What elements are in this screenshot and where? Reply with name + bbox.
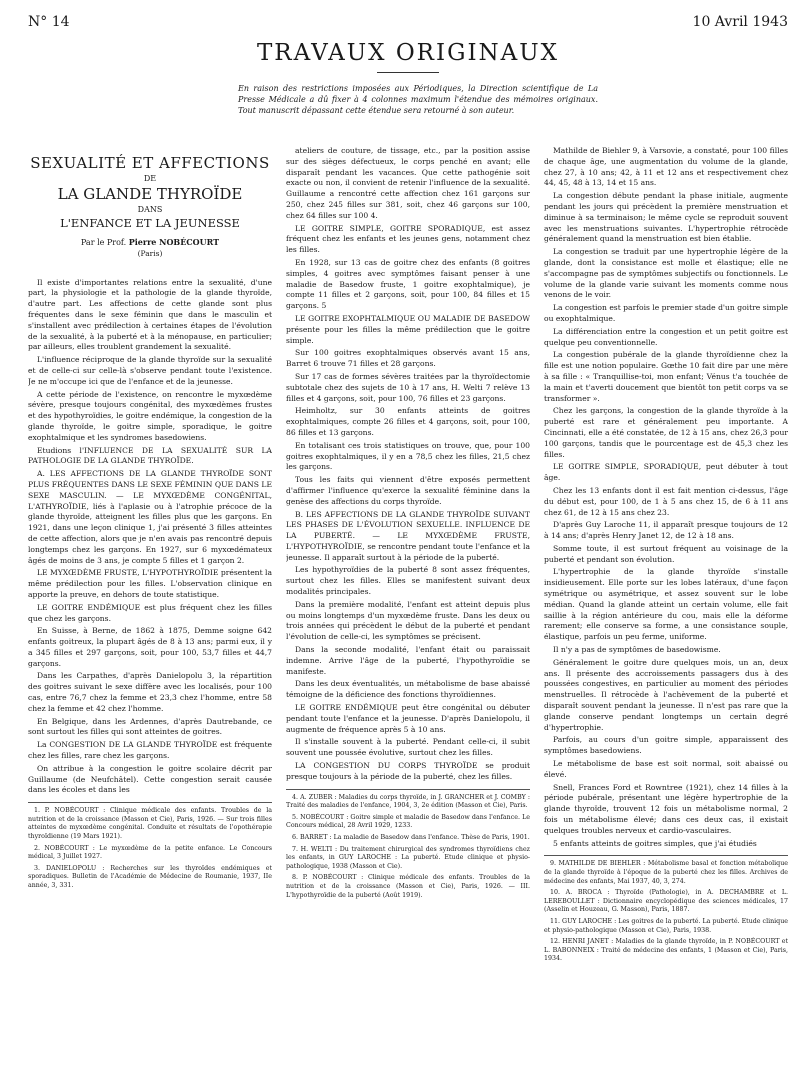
paragraph: En Suisse, à Berne, de 1862 à 1875, Demme soigne 642 enfants goitreux, la plupart âgés de 8 à 13 ans; parmi eux, il y a 345 filles et 297 garçons, soit, pour 100, 53,7 filles et 44,7 garçons. [28,626,272,668]
footnote-rule [28,802,272,803]
paragraph: ateliers de couture, de tissage, etc., par la position assise sur des sièges défectueux, le corps penché en avant; elle disparaît pendant les vacances. Que cette pathogénie soit exacte ou non, il convient de retenir l'influence de la sexualité. Guillaume a rencontré cette affection chez 161 garçons sur 250, chez 245 filles sur 381, soit, chez 46 garçons sur 100, chez 64 filles sur 100 4. [286,146,530,220]
paragraph: Parfois, au cours d'un goitre simple, apparaissent des symptômes basedowiens. [544,735,788,756]
paragraph: LA CONGESTION DU CORPS THYROÏDE se produit presque toujours à la période de la puberté, chez les filles. [286,761,530,781]
column-2 [286,146,530,1076]
column-2-body [286,146,530,783]
paragraph: Sur 100 goitres exophtalmiques observés avant 15 ans, Barret 6 trouve 71 filles et 28 garçons. [286,348,530,369]
footnote: 8. P. NOBÉCOURT : Clinique médicale des enfants. Troubles de la nutrition et de la croissance (Masson et Cie), Paris, 1926. — III. L'hypothyroïdie de la puberté (Août 1919). [286,874,530,899]
paragraph: LE MYXŒDÈME FRUSTE, L'HYPOTHYROÏDIE présentent la même prédilection pour les filles. L'observation clinique en apporte la preuve, en dehors de toute statistique. [28,568,272,599]
title-line-1: SEXUALITÉ ET AFFECTIONS [30,154,270,172]
paragraph: Dans la première modalité, l'enfant est atteint depuis plus ou moins longtemps d'un myxœdème fruste. Dans les deux ou trois années qui précèdent le début de la puberté et pendant l'évolution de celle-ci, les symptômes se précisent. [286,599,530,642]
footnote: 6. BARRET : La maladie de Basedow dans l'enfance. Thèse de Paris, 1901. [292,834,530,841]
footnote: 9. MATHILDE DE BIEHLER : Métabolisme basal et fonction métabolique de la glande thyroïde à l'époque de la puberté chez les filles. Archives de médecine des enfants, Mai 1937, 40, 3, 274. [544,860,788,885]
column-1-body [28,278,272,797]
author-city: (Paris) [137,248,163,258]
column-1 [28,146,272,1076]
article-title [28,154,272,231]
issue-date: 10 Avril 1943 [692,14,788,30]
column-1-footnotes [28,807,272,890]
paragraph: Dans les Carpathes, d'après Danielopolu 3, la répartition des goitres suivant le sexe diffère avec les localisés, pour 100 cas, entre 76,7 chez la femme et 23,3 chez l'homme, entre 58 chez la femme et 42 chez l'homme. [28,671,272,713]
paragraph: LE GOITRE SIMPLE, GOITRE SPORADIQUE, est assez fréquent chez les enfants et les jeunes gens, notamment chez les filles. [286,223,530,255]
footnote: 2. NOBÉCOURT : Le myxœdème de la petite enfance. Le Concours médical, 3 Juillet 1927. [28,844,272,861]
footnote: 12. HENRI JANET : Maladies de la glande thyroïde, in P. NOBÉCOURT et L. BABONNEIX : Traité de médecine des enfants, 1 (Masson et Cie), Paris, 1934. [544,938,788,963]
paragraph: A. LES AFFECTIONS DE LA GLANDE THYROÏDE SONT PLUS FRÉQUENTES DANS LE SEXE FÉMININ QUE DANS LE SEXE MASCULIN. — LE MYXŒDÈME CONGÉNITAL, L'ATHYROÏDIE, liés à l'aplasie ou à l'atrophie précoce de la glande thyroïde, atteignent les filles plus que les garçons. En 1921, dans une leçon clinique 1, j'ai présenté 3 filles atteintes de cette affection, alors que je n'en avais pas rencontré depuis longtemps chez les garçons. En 1927, sur 6 myxœdémateux âgés de moins de 3 ans, je compte 5 filles et 1 garçon 2. [28,469,272,565]
column-3-body [544,146,788,849]
paragraph: La CONGESTION DE LA GLANDE THYROÏDE est fréquente chez les filles, rare chez les garçons. [28,740,272,761]
paragraph: La congestion débute pendant la phase initiale, augmente pendant les jours qui précèdent la première menstruation et diminue à sa terminaison; le même cycle se reproduit souvent avec les menstruations suivantes. L'hypertrophie rétrocède généralement quand la menstruation est bien établie. [544,191,788,244]
paragraph: LE GOITRE ENDÉMIQUE est plus fréquent chez les filles que chez les garçons. [28,602,272,623]
paragraph: On attribue à la congestion le goitre scolaire décrit par Guillaume (de Neufchâtel). Cette congestion serait causée dans les écoles et dans les [28,763,272,795]
title-line-4: DANS [137,205,163,214]
paragraph: En totalisant ces trois statistiques on trouve, que, pour 100 goitres exophtalmiques, il y en a 78,5 chez les filles, 21,5 chez les garçons. [286,440,530,472]
author-prefix: Par le Prof. [80,238,127,247]
title-line-2: DE [143,174,157,183]
footnote-rule [286,789,530,790]
footnote: 3. DANIELOPOLU : Recherches sur les thyroïdes endémiques et sporadiques. Bulletin de l'Académie de Médecine de Roumanie, 1937, IIe année, 3, 331. [28,864,272,889]
page-header [28,14,788,32]
paragraph: Il existe d'importantes relations entre la sexualité, d'une part, la physiologie et la pathologie de la glande thyroïde, d'autre part. Les affections de cette glande sont plus fréquentes dans le sexe féminin que dans le masculin et s'installent avec prédilection à certaines étapes de l'évolution de la sexualité, à la puberté et à la ménopause, en particulier; par ailleurs, elles troublent grandement la sexualité. [28,277,272,352]
paragraph: B. LES AFFECTIONS DE LA GLANDE THYROÏDE SUIVANT LES PHASES DE L'ÉVOLUTION SEXUELLE. INFLUENCE DE LA PUBERTÉ. — LE MYXŒDÈME FRUSTE, L'HYPOTHYROÏDIE, se rencontre pendant toute l'enfance et la jeunesse. Il apparaît surtout à la période de la puberté. [286,509,530,562]
paragraph: En 1928, sur 13 cas de goitre chez des enfants (8 goitres simples, 4 goitres avec symptômes faisant penser à une maladie de Basedow fruste, 1 goitre exophtalmique), je compte 11 filles et 2 garçons, soit, pour 100, 84 filles et 15 garçons. 5 [286,257,530,311]
paragraph: La différenciation entre la congestion et un petit goitre est quelque peu conventionnelle. [544,326,788,347]
paragraph: Les hypothyroïdies de la puberté 8 sont assez fréquentes, surtout chez les filles. Elles se manifestent suivant deux modalités principales. [286,565,530,597]
paragraph: L'influence réciproque de la glande thyroïde sur la sexualité et de celle-ci sur celle-là s'observe pendant toute l'existence. Je ne m'occupe ici que de l'enfance et de la jeunesse. [28,355,272,386]
author-name: Pierre NOBÉCOURT [128,237,220,247]
paragraph: Chez les garçons, la congestion de la glande thyroïde à la puberté est rare et généralement peu importante. A Cincinnati, elle a été constatée, de 12 à 15 ans, chez 26,3 pour 100 garçons, tandis que le pourcentage est de 45,3 chez les filles. [544,406,788,459]
paragraph: Sur 17 cas de formes sévères traitées par la thyroïdectomie subtotale chez des sujets de 10 à 17 ans, H. Welti 7 relève 13 filles et 4 garçons, soit, pour 100, 76 filles et 23 garçons. [286,371,530,403]
paragraph: LE GOITRE ENDÉMIQUE peut être congénital ou débuter pendant toute l'enfance et la jeunesse. D'après Danielopolu, il augmente de fréquence après 5 à 10 ans. [286,703,530,734]
paragraph: L'hypertrophie de la glande thyroïde s'installe insidieusement. Elle porte sur les lobes latéraux, d'une façon symétrique ou asymétrique, et assez souvent sur le lobe médian. Quand la glande atteint un certain volume, elle fait saillie à la région antérieure du cou, mais elle la déforme rarement; elle conserve sa forme, a une consistance souple, élastique, parfois un peu ferme, uniforme. [544,567,788,642]
footnote: 11. GUY LAROCHE : Les goitres de la puberté. La puberté. Etude clinique et physio-pathologique (Masson et Cie), Paris, 1938. [544,917,788,934]
paragraph: Somme toute, il est surtout fréquent au voisinage de la puberté et pendant son évolution. [544,543,788,564]
paragraph: Chez les 13 enfants dont il est fait mention ci-dessus, l'âge du début est, pour 100, de 1 à 5 ans chez 15, de 6 à 11 ans chez 61, de 12 à 15 ans chez 23. [544,485,788,517]
paragraph: A cette période de l'existence, on rencontre le myxœdème sévère, presque toujours congénital, des myxœdèmes frustes et des hypothyroïdies, le goitre endémique, la congestion de la glande thyroïde, le goitre simple, sporadique, le goitre exophtalmique et les syndromes basedowiens. [28,389,272,442]
section-rubric: TRAVAUX ORIGINAUX [256,40,560,66]
paragraph: Dans les deux éventualités, un métabolisme de base abaissé témoigne de la déficience des fonctions thyroïdiennes. [286,679,530,700]
paragraph: En Belgique, dans les Ardennes, d'après Dautrebande, ce sont surtout les filles qui sont atteintes de goitres. [28,716,272,737]
paragraph: 5 enfants atteints de goitres simples, que j'ai étudiés [553,838,757,848]
paragraph: Il n'y a pas de symptômes de basedowisme. [553,645,721,655]
title-line-5: L'ENFANCE ET LA JEUNESSE [60,216,240,230]
paragraph: D'après Guy Laroche 11, il apparaît presque toujours de 12 à 14 ans; d'après Henry Janet 12, de 12 à 18 ans. [544,520,788,541]
column-3-footnotes [544,860,788,964]
footnote: 7. H. WELTI : Du traitement chirurgical des syndromes thyroïdiens chez les enfants, in GUY LAROCHE : La puberté. Etude clinique et physio-pathologique, 1938 (Masson et Cie). [286,845,530,870]
paragraph: Dans la seconde modalité, l'enfant était ou paraissait indemne. Arrive l'âge de la puberté, l'hypothyroïdie se manifeste. [286,645,530,676]
paragraph: La congestion pubérale de la glande thyroïdienne chez la fille est une notion populaire. Gœthe 10 fait dire par une mère à sa fille : « Tranquillise-toi, mon enfant; Vénus t'a touchée de la main et t'averti doucement que bientôt ton petit corps va se transformer ». [544,350,788,403]
paragraph: Mathilde de Biehler 9, à Varsovie, a constaté, pour 100 filles de chaque âge, une augmentation du volume de la glande, chez 27, à 10 ans; 42, à 11 et 12 ans et respectivement chez 44, 45, 48 à 13, 14 et 15 ans. [544,146,788,188]
paragraph: Il s'installe souvent à la puberté. Pendant celle-ci, il subit souvent une poussée évolutive, surtout chez les filles. [286,737,530,758]
paragraph: Généralement le goitre dure quelques mois, un an, deux ans. Il présente des accroissements passagers dus à des poussées congestives, en particulier au moment des périodes menstruelles. Il rétrocède à l'achèvement de la puberté et disparaît souvent pendant la jeunesse. Il n'est pas rare que la glande conserve pendant longtemps un certain degré d'hypertrophie. [544,657,788,732]
rubric-rule [377,72,439,73]
footnote: 4. A. ZUBER : Maladies du corps thyroïde, in J. GRANCHER et J. COMBY : Traité des maladies de l'enfance, 1904, 3, 2e édition (Masson et Cie), Paris. [286,793,530,810]
paragraph: La congestion se traduit par une hypertrophie légère de la glande, dont la consistance est molle et élastique; elle ne s'accompagne pas de symptômes subjectifs ou fonctionnels. Le volume de la glande varie suivant les moments comme nous venons de le voir. [544,247,788,300]
article-columns [28,146,788,1076]
editorial-notice: En raison des restrictions imposées aux Périodiques, la Direction scientifique de La Presse Médicale a dû fixer à 4 colonnes maximum l'étendue des mémoires originaux. Tout manuscrit dépassant cette étendue sera retourné à son auteur. [238,84,598,115]
paragraph: Heimholtz, sur 30 enfants atteints de goitres exophtalmiques, compte 26 filles et 4 garçons, soit, pour 100, 86 filles et 13 garçons. [286,406,530,437]
issue-number: N° 14 [28,14,70,30]
paragraph: LE GOITRE SIMPLE, SPORADIQUE, peut débuter à tout âge. [544,462,788,483]
author-byline [28,237,272,249]
footnote: 1. P. NOBÉCOURT : Clinique médicale des enfants. Troubles de la nutrition et de la croissance (Masson et Cie), Paris, 1926. — Sur trois filles atteintes de myxœdème congénital. Conduite et résultats de l'opothérapie thyroïdienne (19 Mars 1921). [28,807,272,841]
column-3 [544,146,788,1076]
title-line-3: LA GLANDE THYROÏDE [57,185,243,203]
footnote-rule [544,855,788,856]
paragraph: LE GOITRE EXOPHTALMIQUE OU MALADIE DE BASEDOW présente pour les filles la même prédilection que le goitre simple. [286,313,530,345]
paragraph: Tous les faits qui viennent d'être exposés permettent d'affirmer l'influence qu'exerce la sexualité féminine dans la genèse des affections du corps thyroïde. [286,475,530,506]
paragraph: Etudions l'INFLUENCE DE LA SEXUALITÉ SUR LA PATHOLOGIE DE LA GLANDE THYROÏDE. [28,445,272,466]
paragraph: Le métabolisme de base est soit normal, soit abaissé ou élevé. [544,759,788,779]
paragraph: Snell, Frances Ford et Rowntree (1921), chez 14 filles à la période pubérale, présentant une légère hypertrophie de la glande thyroïde, trouvent 12 fois un métabolisme normal, 2 fois un métabolisme élevé; dans ces deux cas, il existait quelques troubles nerveux et cardio-vasculaires. [544,782,788,835]
footnote: 5. NOBÉCOURT : Goitre simple et maladie de Basedow dans l'enfance. Le Concours médical, 28 Avril 1929, 1233. [286,813,530,830]
column-2-footnotes [286,794,530,901]
paragraph: La congestion est parfois le premier stade d'un goitre simple ou exophtalmique. [544,303,788,323]
footnote: 10. A. BROCA : Thyroïde (Pathologie), in A. DECHAMBRE et L. LEREBOULLET : Dictionnaire encyclopédique des sciences médicales, 17 (Asselin et Houzeau, G. Masson), Paris, 1887. [544,889,788,914]
